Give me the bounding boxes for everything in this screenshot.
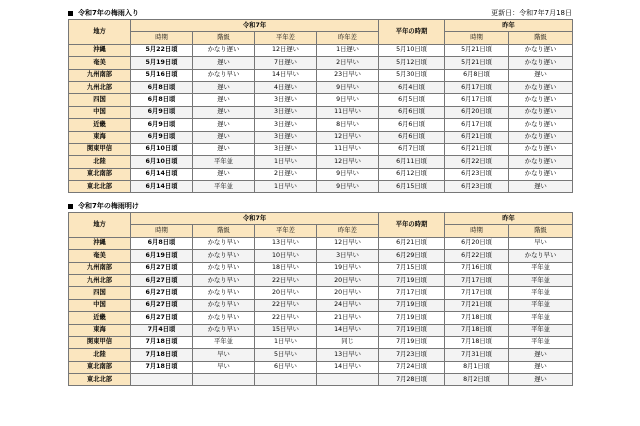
normal-date-cell: 6月6日頃 (379, 106, 445, 118)
last-year-grade-cell: かなり遅い (509, 119, 573, 131)
diff-last-cell: 同じ (317, 336, 379, 348)
grade-cell: かなり早い (193, 274, 255, 286)
date-cell: 6月9日頃 (131, 131, 193, 143)
normal-date-cell: 7月23日頃 (379, 349, 445, 361)
table-row (69, 287, 573, 299)
grade-cell: 早い (193, 361, 255, 373)
diff-normal-cell: 22日早い (255, 312, 317, 324)
last-year-grade-cell: 遅い (509, 361, 573, 373)
header-region: 地方 (69, 213, 131, 238)
diff-normal-cell: 4日遅い (255, 81, 317, 93)
table-row (69, 119, 573, 131)
diff-normal-cell: 6日早い (255, 361, 317, 373)
onset-title-text: 令和7年の梅雨入り (78, 9, 139, 17)
last-year-grade-cell: かなり早い (509, 250, 573, 262)
diff-last-cell: 9日早い (317, 168, 379, 180)
last-year-date-cell: 7月18日頃 (445, 324, 509, 336)
diff-last-cell: 8日早い (317, 119, 379, 131)
last-year-date-cell: 6月17日頃 (445, 94, 509, 106)
date-cell: 6月14日頃 (131, 181, 193, 193)
onset-table (68, 19, 573, 193)
diff-last-cell: 2日早い (317, 57, 379, 69)
date-cell: 6月9日頃 (131, 119, 193, 131)
diff-last-cell: 9日早い (317, 81, 379, 93)
header-date: 時期 (131, 225, 193, 237)
date-cell: 6月10日頃 (131, 156, 193, 168)
last-year-date-cell: 6月17日頃 (445, 119, 509, 131)
date-cell: 6月27日頃 (131, 274, 193, 286)
last-year-date-cell: 7月17日頃 (445, 274, 509, 286)
normal-date-cell: 5月10日頃 (379, 44, 445, 56)
date-cell: 6月27日頃 (131, 312, 193, 324)
last-year-date-cell: 6月8日頃 (445, 69, 509, 81)
header-date: 時期 (131, 32, 193, 44)
diff-last-cell: 23日早い (317, 69, 379, 81)
region-cell: 東北北部 (69, 374, 131, 386)
diff-last-cell: 12日早い (317, 156, 379, 168)
square-bullet-icon (68, 11, 73, 16)
normal-date-cell: 7月19日頃 (379, 324, 445, 336)
table-row (69, 237, 573, 249)
last-year-date-cell: 7月18日頃 (445, 336, 509, 348)
last-year-grade-cell: かなり遅い (509, 81, 573, 93)
table-row (69, 374, 573, 386)
region-cell: 東北南部 (69, 168, 131, 180)
header-this-year: 令和7年 (131, 213, 379, 225)
last-year-date-cell: 7月18日頃 (445, 312, 509, 324)
diff-normal-cell (255, 374, 317, 386)
region-cell: 関東甲信 (69, 336, 131, 348)
normal-date-cell: 6月5日頃 (379, 94, 445, 106)
grade-cell: かなり早い (193, 287, 255, 299)
diff-normal-cell: 22日早い (255, 299, 317, 311)
diff-normal-cell: 7日遅い (255, 57, 317, 69)
last-year-date-cell: 6月17日頃 (445, 81, 509, 93)
table-row (69, 312, 573, 324)
normal-date-cell: 6月11日頃 (379, 156, 445, 168)
diff-normal-cell: 2日遅い (255, 168, 317, 180)
date-cell: 6月27日頃 (131, 299, 193, 311)
last-year-grade-cell: かなり遅い (509, 106, 573, 118)
diff-last-cell: 14日早い (317, 324, 379, 336)
diff-last-cell: 19日早い (317, 262, 379, 274)
diff-last-cell: 11日早い (317, 106, 379, 118)
header-diff-normal: 平年差 (255, 32, 317, 44)
normal-date-cell: 6月15日頃 (379, 181, 445, 193)
date-cell: 7月18日頃 (131, 361, 193, 373)
date-cell: 5月22日頃 (131, 44, 193, 56)
last-year-grade-cell: かなり遅い (509, 143, 573, 155)
table-row (69, 274, 573, 286)
normal-date-cell: 6月12日頃 (379, 168, 445, 180)
header-diff-normal: 平年差 (255, 225, 317, 237)
table-row (69, 336, 573, 348)
date-cell: 6月8日頃 (131, 237, 193, 249)
region-cell: 沖縄 (69, 237, 131, 249)
date-cell: 6月27日頃 (131, 262, 193, 274)
grade-cell: 遅い (193, 119, 255, 131)
grade-cell: 平年並 (193, 181, 255, 193)
last-year-date-cell: 6月23日頃 (445, 181, 509, 193)
table-row (69, 299, 573, 311)
normal-date-cell: 6月6日頃 (379, 119, 445, 131)
diff-normal-cell: 3日遅い (255, 119, 317, 131)
table-row (69, 143, 573, 155)
last-year-date-cell: 6月21日頃 (445, 143, 509, 155)
end-table (68, 212, 573, 386)
date-cell: 6月8日頃 (131, 94, 193, 106)
region-cell: 沖縄 (69, 44, 131, 56)
diff-normal-cell: 3日遅い (255, 131, 317, 143)
normal-date-cell: 5月30日頃 (379, 69, 445, 81)
table-row (69, 262, 573, 274)
grade-cell: 遅い (193, 106, 255, 118)
last-year-grade-cell: 遅い (509, 181, 573, 193)
normal-date-cell: 6月7日頃 (379, 143, 445, 155)
normal-date-cell: 7月28日頃 (379, 374, 445, 386)
last-year-grade-cell: かなり遅い (509, 44, 573, 56)
table-row (69, 156, 573, 168)
header-normal: 平年の時期 (379, 213, 445, 238)
table-row (69, 250, 573, 262)
grade-cell: かなり早い (193, 312, 255, 324)
grade-cell: かなり早い (193, 237, 255, 249)
diff-normal-cell: 5日早い (255, 349, 317, 361)
normal-date-cell: 7月17日頃 (379, 287, 445, 299)
last-year-grade-cell: 平年並 (509, 299, 573, 311)
header-last-year: 昨年 (445, 20, 573, 32)
date-cell: 5月19日頃 (131, 57, 193, 69)
region-cell: 東海 (69, 131, 131, 143)
grade-cell: かなり早い (193, 69, 255, 81)
last-year-date-cell: 7月21日頃 (445, 299, 509, 311)
last-year-date-cell: 6月23日頃 (445, 168, 509, 180)
header-ly-grade: 階級 (509, 32, 573, 44)
region-cell: 東北南部 (69, 361, 131, 373)
table-row (69, 168, 573, 180)
last-year-grade-cell: 遅い (509, 374, 573, 386)
diff-normal-cell: 15日早い (255, 324, 317, 336)
region-cell: 九州南部 (69, 69, 131, 81)
region-cell: 奄美 (69, 250, 131, 262)
diff-normal-cell: 3日遅い (255, 94, 317, 106)
end-title-text: 令和7年の梅雨明け (78, 202, 139, 210)
region-cell: 中国 (69, 299, 131, 311)
last-year-grade-cell: 平年並 (509, 287, 573, 299)
table-row (69, 181, 573, 193)
last-year-grade-cell: 平年並 (509, 324, 573, 336)
diff-last-cell: 13日早い (317, 349, 379, 361)
normal-date-cell: 7月24日頃 (379, 361, 445, 373)
header-ly-grade: 階級 (509, 225, 573, 237)
date-cell: 7月18日頃 (131, 349, 193, 361)
date-cell (131, 374, 193, 386)
diff-normal-cell: 1日早い (255, 156, 317, 168)
normal-date-cell: 6月21日頃 (379, 237, 445, 249)
grade-cell (193, 374, 255, 386)
diff-last-cell: 12日早い (317, 237, 379, 249)
diff-last-cell: 9日早い (317, 94, 379, 106)
date-cell: 6月9日頃 (131, 106, 193, 118)
header-ly-date: 時期 (445, 32, 509, 44)
date-cell: 7月18日頃 (131, 336, 193, 348)
header-grade: 階級 (193, 225, 255, 237)
table-row (69, 81, 573, 93)
last-year-grade-cell: かなり遅い (509, 156, 573, 168)
date-cell: 6月19日頃 (131, 250, 193, 262)
region-cell: 奄美 (69, 57, 131, 69)
header-region: 地方 (69, 20, 131, 45)
last-year-date-cell: 8月2日頃 (445, 374, 509, 386)
grade-cell: かなり早い (193, 299, 255, 311)
last-year-grade-cell: 遅い (509, 349, 573, 361)
normal-date-cell: 6月29日頃 (379, 250, 445, 262)
diff-last-cell (317, 374, 379, 386)
last-year-date-cell: 6月20日頃 (445, 237, 509, 249)
diff-last-cell: 20日早い (317, 287, 379, 299)
last-year-date-cell: 6月22日頃 (445, 250, 509, 262)
table-row (69, 57, 573, 69)
grade-cell: 遅い (193, 143, 255, 155)
diff-last-cell: 1日遅い (317, 44, 379, 56)
header-diff-last: 昨年差 (317, 225, 379, 237)
table-row (69, 324, 573, 336)
date-cell: 7月4日頃 (131, 324, 193, 336)
last-year-date-cell: 7月16日頃 (445, 262, 509, 274)
last-year-date-cell: 6月20日頃 (445, 106, 509, 118)
diff-normal-cell: 13日早い (255, 237, 317, 249)
diff-normal-cell: 3日遅い (255, 106, 317, 118)
region-cell: 九州南部 (69, 262, 131, 274)
region-cell: 九州北部 (69, 274, 131, 286)
diff-last-cell: 21日早い (317, 312, 379, 324)
last-year-date-cell: 6月21日頃 (445, 131, 509, 143)
last-year-grade-cell: かなり遅い (509, 57, 573, 69)
grade-cell: 遅い (193, 168, 255, 180)
diff-normal-cell: 14日早い (255, 69, 317, 81)
grade-cell: 平年並 (193, 156, 255, 168)
region-cell: 近畿 (69, 119, 131, 131)
region-cell: 四国 (69, 94, 131, 106)
table-row (69, 349, 573, 361)
normal-date-cell: 6月4日頃 (379, 81, 445, 93)
grade-cell: 遅い (193, 57, 255, 69)
header-grade: 階級 (193, 32, 255, 44)
last-year-date-cell: 5月21日頃 (445, 57, 509, 69)
last-year-grade-cell: 遅い (509, 69, 573, 81)
table-row (69, 44, 573, 56)
normal-date-cell: 7月15日頃 (379, 262, 445, 274)
diff-last-cell: 11日早い (317, 143, 379, 155)
grade-cell: 平年並 (193, 336, 255, 348)
header-this-year: 令和7年 (131, 20, 379, 32)
region-cell: 北陸 (69, 349, 131, 361)
normal-date-cell: 7月19日頃 (379, 336, 445, 348)
normal-date-cell: 7月19日頃 (379, 312, 445, 324)
region-cell: 近畿 (69, 312, 131, 324)
grade-cell: かなり早い (193, 262, 255, 274)
diff-normal-cell: 12日遅い (255, 44, 317, 56)
normal-date-cell: 7月19日頃 (379, 274, 445, 286)
last-year-grade-cell: 平年並 (509, 336, 573, 348)
table-row (69, 361, 573, 373)
grade-cell: かなり早い (193, 250, 255, 262)
last-year-grade-cell: 平年並 (509, 312, 573, 324)
diff-normal-cell: 3日遅い (255, 143, 317, 155)
diff-normal-cell: 10日早い (255, 250, 317, 262)
diff-last-cell: 14日早い (317, 361, 379, 373)
diff-normal-cell: 1日早い (255, 181, 317, 193)
header-ly-date: 時期 (445, 225, 509, 237)
region-cell: 東海 (69, 324, 131, 336)
table-row (69, 94, 573, 106)
table-row (69, 69, 573, 81)
updated-date: 更新日：令和7年7月18日 (491, 9, 572, 17)
normal-date-cell: 7月19日頃 (379, 299, 445, 311)
last-year-date-cell: 7月31日頃 (445, 349, 509, 361)
diff-last-cell: 24日早い (317, 299, 379, 311)
end-section-title (68, 201, 139, 211)
diff-last-cell: 12日早い (317, 131, 379, 143)
last-year-grade-cell: 平年並 (509, 274, 573, 286)
grade-cell: 早い (193, 349, 255, 361)
square-bullet-icon (68, 204, 73, 209)
region-cell: 関東甲信 (69, 143, 131, 155)
header-normal: 平年の時期 (379, 20, 445, 45)
date-cell: 6月10日頃 (131, 143, 193, 155)
last-year-date-cell: 6月22日頃 (445, 156, 509, 168)
diff-normal-cell: 20日早い (255, 287, 317, 299)
last-year-grade-cell: かなり遅い (509, 94, 573, 106)
date-cell: 6月8日頃 (131, 81, 193, 93)
grade-cell: かなり遅い (193, 44, 255, 56)
table-row (69, 131, 573, 143)
region-cell: 中国 (69, 106, 131, 118)
normal-date-cell: 5月12日頃 (379, 57, 445, 69)
date-cell: 6月14日頃 (131, 168, 193, 180)
normal-date-cell: 6月6日頃 (379, 131, 445, 143)
region-cell: 九州北部 (69, 81, 131, 93)
grade-cell: 遅い (193, 94, 255, 106)
region-cell: 四国 (69, 287, 131, 299)
diff-last-cell: 3日早い (317, 250, 379, 262)
region-cell: 東北北部 (69, 181, 131, 193)
grade-cell: かなり早い (193, 324, 255, 336)
diff-normal-cell: 22日早い (255, 274, 317, 286)
diff-normal-cell: 1日早い (255, 336, 317, 348)
grade-cell: 遅い (193, 81, 255, 93)
last-year-date-cell: 5月21日頃 (445, 44, 509, 56)
last-year-grade-cell: 早い (509, 237, 573, 249)
region-cell: 北陸 (69, 156, 131, 168)
header-last-year: 昨年 (445, 213, 573, 225)
date-cell: 6月27日頃 (131, 287, 193, 299)
table-row (69, 106, 573, 118)
last-year-grade-cell: かなり遅い (509, 168, 573, 180)
grade-cell: 遅い (193, 131, 255, 143)
diff-last-cell: 9日早い (317, 181, 379, 193)
diff-last-cell: 20日早い (317, 274, 379, 286)
header-diff-last: 昨年差 (317, 32, 379, 44)
last-year-date-cell: 7月17日頃 (445, 287, 509, 299)
last-year-date-cell: 8月1日頃 (445, 361, 509, 373)
diff-normal-cell: 18日早い (255, 262, 317, 274)
last-year-grade-cell: 平年並 (509, 262, 573, 274)
date-cell: 5月16日頃 (131, 69, 193, 81)
last-year-grade-cell: かなり遅い (509, 131, 573, 143)
onset-section-title (68, 8, 139, 18)
